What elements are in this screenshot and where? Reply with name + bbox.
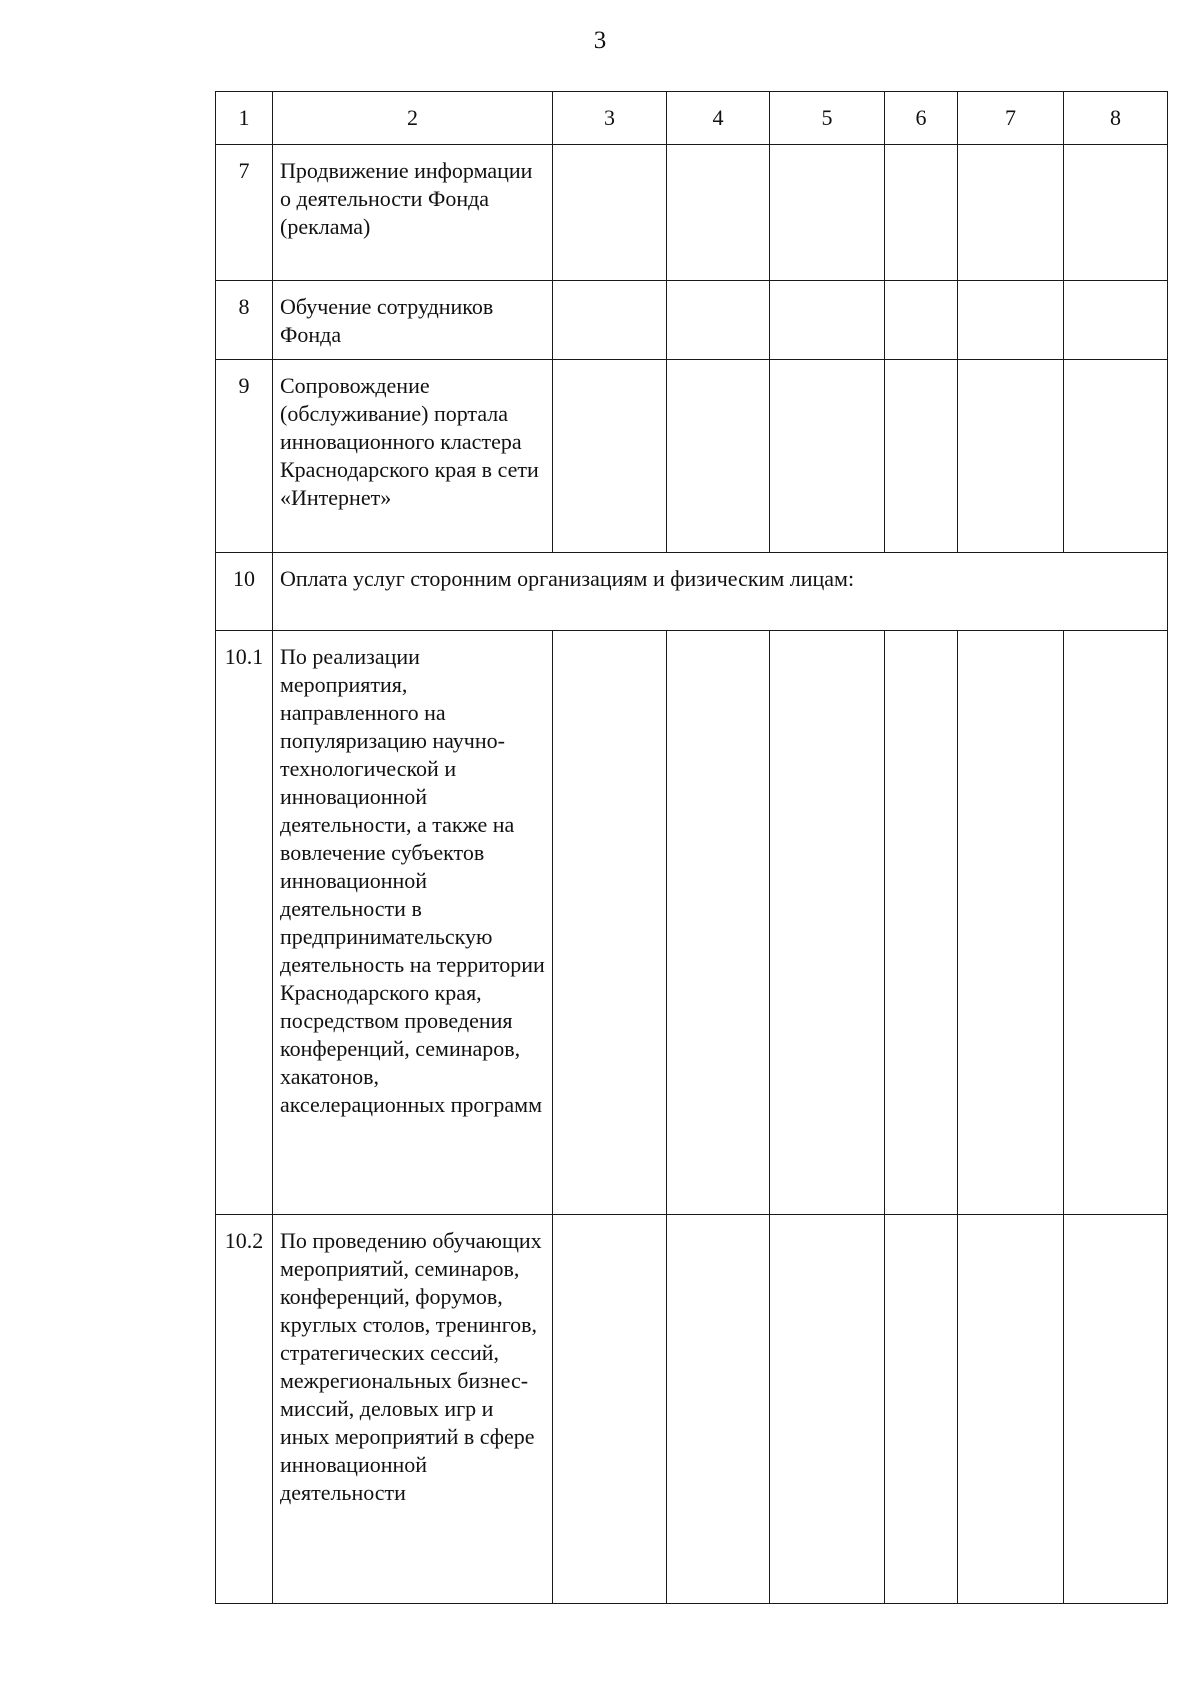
row-number: 7 bbox=[216, 145, 273, 281]
empty-cell bbox=[667, 281, 770, 360]
column-header: 6 bbox=[885, 92, 958, 145]
empty-cell bbox=[958, 145, 1064, 281]
table-section-row bbox=[216, 553, 1168, 631]
empty-cell bbox=[885, 1215, 958, 1604]
empty-cell bbox=[553, 360, 667, 553]
column-header: 7 bbox=[958, 92, 1064, 145]
empty-cell bbox=[1064, 145, 1168, 281]
table-row bbox=[216, 145, 1168, 281]
empty-cell bbox=[1064, 360, 1168, 553]
column-header: 3 bbox=[553, 92, 667, 145]
row-description: Продвижение информации о деятельности Фонда (реклама) bbox=[273, 145, 553, 281]
empty-cell bbox=[885, 145, 958, 281]
row-description: Сопровождение (обслуживание) портала инновационного кластера Краснодарского края в сети «Интернет» bbox=[273, 360, 553, 553]
table-row bbox=[216, 281, 1168, 360]
empty-cell bbox=[885, 631, 958, 1215]
empty-cell bbox=[1064, 631, 1168, 1215]
page-number: 3 bbox=[593, 27, 607, 54]
row-description: По реализации мероприятия, направленного на популяризацию научно-технологической и инновационной деятельности, а также на вовлечение субъектов инновационной деятельности в предпринимательскую деятельность на территории Краснодарского края, посредством проведения конференций, семинаров, хакатонов, акселерационных программ bbox=[273, 631, 553, 1215]
column-header: 2 bbox=[273, 92, 553, 145]
table-header-row bbox=[216, 92, 1168, 145]
empty-cell bbox=[1064, 281, 1168, 360]
empty-cell bbox=[770, 360, 885, 553]
row-number: 8 bbox=[216, 281, 273, 360]
empty-cell bbox=[553, 145, 667, 281]
empty-cell bbox=[667, 360, 770, 553]
row-number: 10.1 bbox=[216, 631, 273, 1215]
column-header: 4 bbox=[667, 92, 770, 145]
empty-cell bbox=[885, 281, 958, 360]
empty-cell bbox=[553, 631, 667, 1215]
empty-cell bbox=[1064, 1215, 1168, 1604]
column-header: 8 bbox=[1064, 92, 1168, 145]
table-row bbox=[216, 360, 1168, 553]
empty-cell bbox=[958, 360, 1064, 553]
empty-cell bbox=[667, 1215, 770, 1604]
empty-cell bbox=[553, 1215, 667, 1604]
section-description: Оплата услуг сторонним организациям и физическим лицам: bbox=[273, 553, 1168, 631]
row-number: 10.2 bbox=[216, 1215, 273, 1604]
empty-cell bbox=[958, 1215, 1064, 1604]
column-header: 1 bbox=[216, 92, 273, 145]
empty-cell bbox=[553, 281, 667, 360]
empty-cell bbox=[770, 631, 885, 1215]
empty-cell bbox=[667, 631, 770, 1215]
row-description: Обучение сотрудников Фонда bbox=[273, 281, 553, 360]
table-row bbox=[216, 631, 1168, 1215]
row-number: 9 bbox=[216, 360, 273, 553]
empty-cell bbox=[667, 145, 770, 281]
expense-table bbox=[215, 91, 1168, 1604]
empty-cell bbox=[770, 281, 885, 360]
table-row bbox=[216, 1215, 1168, 1604]
column-header: 5 bbox=[770, 92, 885, 145]
empty-cell bbox=[885, 360, 958, 553]
empty-cell bbox=[770, 1215, 885, 1604]
empty-cell bbox=[770, 145, 885, 281]
empty-cell bbox=[958, 631, 1064, 1215]
row-number: 10 bbox=[216, 553, 273, 631]
empty-cell bbox=[958, 281, 1064, 360]
row-description: По проведению обучающих мероприятий, семинаров, конференций, форумов, круглых столов, тренингов, стратегических сессий, межрегиональных бизнес-миссий, деловых игр и иных мероприятий в сфере инновационной деятельности bbox=[273, 1215, 553, 1604]
